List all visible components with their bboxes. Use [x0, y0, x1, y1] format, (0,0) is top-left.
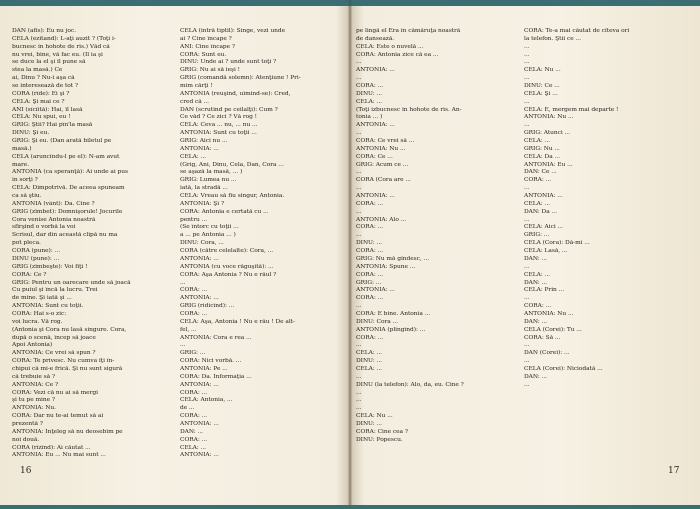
text-line: DAN (scrutînd pe ceilalţi): Cum ?	[180, 106, 278, 113]
text-line: CORA: Te-a mai căutat de cîteva ori	[524, 28, 630, 34]
text-line: bucnesc în hohote de rîs.) Văd că	[12, 43, 110, 50]
text-line: DINU: ...	[356, 420, 382, 427]
text-line: GRIG: Ştii? Hai pîn'la masă	[12, 122, 93, 129]
text-line: ...	[356, 185, 362, 192]
text-line: Ce văd ? Ce zici ? Vă rog !	[180, 114, 257, 121]
text-line: a ... pe Antonia ... )	[180, 232, 236, 239]
book-gutter	[348, 0, 352, 509]
text-line: DINU: Şi eu.	[12, 130, 50, 137]
text-line: masă.)	[12, 145, 32, 152]
text-line: ANTONIA: ...	[180, 452, 219, 458]
text-line: CELA (aruncîndu-l pe el): N-am avut	[12, 153, 120, 160]
text-line: DAN: ...	[524, 318, 547, 325]
text-line: pot pleca.	[12, 240, 41, 247]
text-line: CORA: Sunt eu.	[180, 51, 227, 58]
text-line: CELA: ...	[356, 350, 382, 357]
text-line: ANTONIA: ...	[356, 122, 395, 129]
text-line: CORA: Da. Informaţia ...	[180, 373, 252, 380]
text-line: GRIG: Acum ce ...	[356, 161, 409, 168]
text-line: ...	[524, 381, 530, 388]
book-edge-bottom	[0, 505, 700, 509]
text-line: DINU: ...	[356, 240, 382, 247]
text-line: CORA: Aşa Antonia ? Nu e răul ?	[180, 271, 277, 278]
text-line: ANTONIA: Nu ...	[524, 310, 574, 317]
text-line: stea la masă.) Ce	[12, 67, 63, 74]
text-line: se aşază la masă, ... )	[180, 169, 243, 176]
text-line: ...	[524, 122, 530, 129]
text-line: DINU: ...	[356, 358, 382, 365]
text-line: ...	[356, 59, 362, 66]
text-line: CORA: Să ...	[524, 334, 561, 341]
text-line: mare.	[12, 161, 30, 168]
text-line: de dansează.	[356, 35, 395, 42]
text-line: ai ? Cine încape ?	[180, 35, 232, 42]
text-line: CORA (pune): ...	[12, 248, 61, 255]
text-line: ...	[356, 397, 362, 404]
text-line: ANTONIA: Înţeleg să nu deosebim pe	[12, 428, 123, 435]
text-line: CORA: ...	[356, 295, 384, 302]
text-line: ANTONIA: Spune ...	[356, 263, 416, 270]
text-line: ANTONIA: ...	[524, 193, 563, 200]
text-line: ...	[180, 342, 186, 349]
text-line: ANTONIA: ...	[356, 193, 395, 200]
left-page	[12, 28, 348, 458]
text-line: ...	[356, 130, 362, 137]
text-line: de mine. Şi iată şi ...	[12, 295, 72, 302]
text-line: GRIG (zîmbeşte): Voi fiţi !	[12, 263, 88, 270]
text-line: la telefon. Ştii ce ...	[524, 35, 581, 42]
text-line: ANTONIA: Cora e rea ...	[180, 334, 252, 341]
right-page-column-2	[524, 28, 684, 458]
text-line: CELA (Corei): Tu ...	[524, 326, 582, 333]
text-line: ...	[524, 98, 530, 105]
text-line: ANTONIA: Ce ?	[12, 381, 59, 388]
text-line: CORA: Dar nu te-ai temut să ai	[12, 413, 104, 420]
text-line: ...	[524, 216, 530, 223]
text-line: DAN: ...	[524, 279, 547, 286]
text-line: ...	[356, 405, 362, 412]
text-line: GRIG: ...	[356, 279, 382, 286]
text-line: Cu puiul şi încă la lucru. Trei	[12, 287, 98, 294]
text-line: ANTONIA (ca speranţă): Ai unde ai pus	[12, 169, 128, 176]
text-line: GRIG: Şi eu. (Dan arată biletul pe	[12, 138, 112, 145]
text-line: Scrisul, dar din această clipă nu ma	[12, 232, 118, 239]
right-page	[356, 28, 688, 458]
text-line: CELA: Nu spui, eu !	[12, 114, 71, 121]
text-line: CELA (ezitand): L-aţi auzit ? (Toţi î-	[12, 35, 116, 42]
text-line: CELA: Ceva ... nu, ... nu ...	[180, 122, 258, 129]
text-line: DAN: Ce ...	[524, 169, 557, 176]
text-line: ...	[524, 43, 530, 50]
text-line: DINU: ...	[356, 90, 382, 97]
text-line: CELA: Da ...	[524, 153, 560, 160]
text-line: DAN: ...	[524, 373, 547, 380]
text-line: pentru ...	[180, 216, 208, 223]
text-line: voi lucra. Vă rog.	[12, 318, 63, 325]
text-line: cred că ...	[180, 98, 209, 105]
text-line: CELA: ...	[524, 138, 550, 145]
text-line: CORA: Vezi că nu ai să mergi	[12, 389, 98, 396]
text-line: CELA (intră tiptil): Singe, vezi unde	[180, 28, 286, 34]
text-line: ...	[180, 279, 186, 286]
left-page-number: 16	[20, 466, 32, 476]
text-line: CORA: ...	[356, 248, 384, 255]
text-line: ...	[356, 373, 362, 380]
text-line: CELA (Corei): Niciodată ...	[524, 365, 603, 372]
text-line: CELA: ...	[524, 200, 550, 207]
text-line: CELA: Nu ...	[524, 67, 561, 74]
text-line: ...	[356, 232, 362, 239]
text-line: ANTONIA: Nu ...	[524, 114, 574, 121]
text-line: ANTONIA: ...	[180, 420, 219, 427]
text-line: GRIG: Pentru un oarecare unde să joacă	[12, 279, 131, 286]
text-line: DINU: Popescu.	[356, 436, 403, 443]
text-line: nu vrei, bine, vă fac eu. (Il ia şi	[12, 51, 103, 58]
text-line: CELA: ...	[356, 98, 382, 105]
text-line: Apoi Antonia)	[12, 342, 53, 349]
text-line: ANTONIA: Nu ...	[356, 145, 406, 152]
text-line: CORA (rîzînd): Ai căutat ...	[12, 444, 91, 451]
text-line: ANI (sîcîită): Hai, îl lasă	[12, 106, 83, 113]
text-line: CELA: Lasă, ...	[524, 248, 568, 255]
text-line: CELA: E, mergem mai departe !	[524, 106, 619, 113]
text-line: ...	[524, 75, 530, 82]
text-line: ANTONIA: Sunt cu toţii ...	[180, 130, 257, 137]
text-line: CORA: ...	[356, 334, 384, 341]
text-line: noi două.	[12, 436, 40, 443]
text-line: CELA: Aici ...	[524, 224, 563, 231]
text-line: ANTONIA: ...	[356, 67, 395, 74]
text-line: CORA: Te privesc. Nu cumva îţi în-	[12, 358, 115, 365]
text-line: CELA: Este o nuvelă ...	[356, 43, 424, 50]
text-line: CORA: ...	[180, 389, 208, 396]
text-line: iată, la stradă ...	[180, 185, 228, 192]
text-line: GRIG: ...	[524, 232, 550, 239]
text-line: CORA: ...	[180, 310, 208, 317]
text-line: ...	[524, 59, 530, 66]
text-line: ANI: Cine încape ?	[180, 43, 236, 50]
text-line: ANTONIA: Ce vrei să spun ?	[12, 350, 96, 357]
text-line: in sorţi ?	[12, 177, 38, 184]
text-line: CELA: ...	[180, 153, 206, 160]
text-line: CELA: Vreau să fiu singur, Antonia.	[180, 193, 285, 200]
text-line: GRIG (comandă solemn): Atenţiune ! Pri-	[180, 75, 301, 82]
text-line: CORA: Hai s-o zic:	[12, 310, 67, 317]
text-line: GRIG (ridicînd): ...	[180, 303, 235, 310]
text-line: CORA: Antonia e certată cu ...	[180, 208, 269, 215]
text-line: pe lingă el Era în cămăruţa noastră	[356, 28, 461, 34]
text-line: CORA: Ce ...	[356, 153, 393, 160]
text-line: CELA: Şi ...	[524, 90, 558, 97]
text-line: CORA (rîde): Ei şi ?	[12, 90, 70, 97]
text-line: ANTONIA: Şi ?	[180, 200, 225, 207]
right-page-number: 17	[668, 466, 680, 476]
text-line: DAN: ...	[524, 255, 547, 262]
text-line: ANTONIA: Sunt cu toţii.	[12, 303, 84, 310]
left-page-column-2	[180, 28, 340, 458]
text-line: ANTONIA (cu voce răguşită): ...	[180, 263, 274, 270]
text-line: CELA: Dimpotrivă. De aceea spuneam	[12, 185, 125, 192]
text-line: DINU: Cora, ...	[180, 240, 224, 247]
text-line: CORA: ...	[180, 287, 208, 294]
text-line: CORA: Cine cea ?	[356, 428, 408, 435]
text-line: GRIG (zîmbet): Domnişorule! Jocurile	[12, 208, 123, 215]
text-line: GRIG: ...	[180, 350, 206, 357]
text-line: ai, Dinu ? Nu-i aşa că	[12, 75, 75, 82]
text-line: CORA: ...	[356, 83, 384, 90]
text-line: de ...	[180, 405, 195, 412]
left-page-column-1	[12, 28, 172, 458]
text-line: Cora venise Antonia noastră	[12, 216, 96, 223]
text-line: ...	[524, 358, 530, 365]
text-line: CORA: Antonia zice că ea ...	[356, 51, 439, 58]
text-line: DINU: Ce ...	[524, 83, 560, 90]
text-line: CORA: Ce vrei să ...	[356, 138, 415, 145]
text-line: CORA: ...	[180, 413, 208, 420]
text-line: CORA (către celelalte): Cora, ...	[180, 248, 274, 255]
text-line: ca să ştiu.	[12, 193, 42, 200]
text-line: fel, ...	[180, 326, 197, 333]
text-line: DAN: ...	[180, 428, 203, 435]
text-line: DINU (la telefon): Alo, da, eu. Cine ?	[356, 381, 464, 388]
text-line: CELA: Nu ...	[356, 413, 393, 420]
text-line: CELA (Cora): Dă-mi ...	[524, 240, 590, 247]
text-line: ANTONIA (vânt): Da. Cine ?	[12, 200, 95, 207]
text-line: ANTONIA (reuşind, uimind-se): Cred,	[180, 90, 291, 97]
text-line: tonia ... )	[356, 114, 383, 121]
text-line: ...	[524, 51, 530, 58]
text-line: ANTONIA: ...	[356, 287, 395, 294]
text-line: ...	[524, 295, 530, 302]
text-line: CORA: ...	[524, 303, 552, 310]
text-line: (Grig, Ani, Dinu, Cela, Dan, Cora ...	[180, 161, 284, 168]
text-line: şi tu pe mine ?	[12, 397, 55, 404]
text-line: CELA: Aşa, Antonia ! Nu e rău ! De alt-	[180, 318, 295, 325]
text-line: CORA: ...	[524, 177, 552, 184]
text-line: se interesează de tot ?	[12, 83, 79, 90]
text-line: că trebuie să ?	[12, 373, 55, 380]
text-line: CELA: Prin ...	[524, 287, 565, 294]
text-line: se duce la el şi îl pune să	[12, 59, 86, 66]
text-line: CELA: ...	[180, 444, 206, 451]
text-line: ...	[356, 389, 362, 396]
text-line: GRIG: Lumea nu ...	[180, 177, 237, 184]
text-line: ANTONIA: Alo ...	[356, 216, 407, 223]
text-line: GRIG: Aici nu ...	[180, 138, 228, 145]
text-line: CORA: E bine. Antonia ...	[356, 310, 431, 317]
text-line: sfîrşind o vorbă la voi	[12, 224, 76, 231]
text-line: chipui că mi-e frică. Şi nu sunt sigură	[12, 365, 123, 372]
text-line: CORA: Ce ?	[12, 271, 47, 278]
text-line: ANTONIA: ...	[180, 295, 219, 302]
text-line: după o scenă, încep să joace	[12, 334, 96, 341]
text-line: CELA: ...	[356, 365, 382, 372]
text-line: ...	[356, 208, 362, 215]
text-line: DAN (afis): Eu nu joc.	[12, 28, 76, 34]
text-line: ANTONIA: ...	[180, 145, 219, 152]
text-line: GRIG: Nu mă gîndesc, ...	[356, 255, 430, 262]
text-line: ...	[356, 169, 362, 176]
text-line: DINU (pune): ...	[12, 255, 60, 262]
text-line: ANTONIA: Nu.	[12, 405, 56, 412]
text-line: DINU: Cora ...	[356, 318, 398, 325]
text-line: ...	[524, 185, 530, 192]
text-line: GRIG: Atunci ...	[524, 130, 571, 137]
text-line: (Se întorc cu toţii ...	[180, 224, 239, 231]
text-line: CORA: ...	[356, 224, 384, 231]
text-line: CORA: ...	[356, 271, 384, 278]
text-line: (Antonia şi Cora nu lasă singure. Cora,	[12, 326, 127, 333]
text-line: GRIG: Nu ai să ieşi !	[180, 67, 240, 74]
text-line: ANTONIA (plîngînd): ...	[356, 326, 426, 333]
text-line: ANTONIA: ...	[180, 381, 219, 388]
text-line: DINU: Unde ai ? unde sunt toţi ?	[180, 59, 277, 66]
right-page-column-1	[356, 28, 516, 458]
text-line: ANTONIA: ...	[180, 255, 219, 262]
text-line: CORA: ...	[356, 200, 384, 207]
text-line: GRIG: Nu ...	[524, 145, 560, 152]
text-line: ...	[524, 263, 530, 270]
text-line: ...	[356, 342, 362, 349]
text-line: ANTONIA: Pe ...	[180, 365, 228, 372]
text-line: ANTONIA: Eu ...	[524, 161, 573, 168]
text-line: CELA: Antonia, ...	[180, 397, 233, 404]
text-line: CORA: ...	[180, 436, 208, 443]
text-line: CORA (Cora are ...	[356, 177, 411, 184]
text-line: ANTONIA: Eu ... Nu mai sunt ...	[12, 452, 106, 458]
text-line: CORA: Nici vorbă. ...	[180, 358, 242, 365]
text-line: mim cărţi !	[180, 83, 213, 90]
text-line: DAN (Corei): ...	[524, 350, 570, 357]
text-line: ...	[356, 303, 362, 310]
text-line: ...	[524, 342, 530, 349]
text-line: CELA: Şi mai ce ?	[12, 98, 65, 105]
text-line: prezentă ?	[12, 420, 43, 427]
text-line: CELA: ...	[524, 271, 550, 278]
text-line: (Toţi izbucnesc în hohote de rîs. An-	[356, 106, 462, 113]
text-line: ...	[356, 75, 362, 82]
text-line: DAN: Da ...	[524, 208, 557, 215]
